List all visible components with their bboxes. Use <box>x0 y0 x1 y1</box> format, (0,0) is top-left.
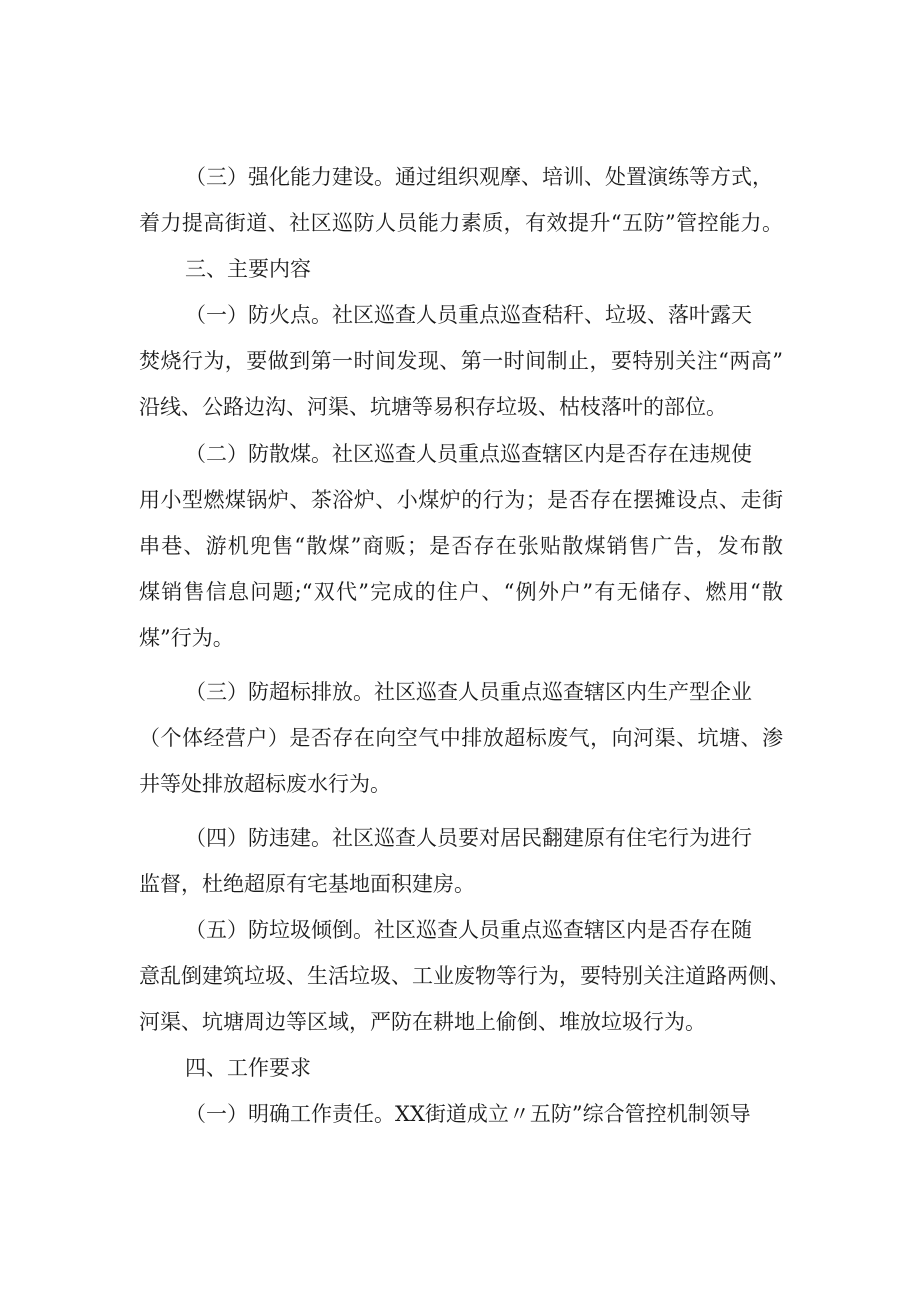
paragraph-line: 焚烧行为，要做到第一时间发现、第一时间制止，要特别关注“两高” <box>139 349 783 373</box>
paragraph-line: （三）防超标排放。社区巡查人员重点巡查辖区内生产型企业 <box>185 680 752 704</box>
paragraph-line: 沿线、公路边沟、河渠、坑塘等易积存垃圾、枯枝落叶的部位。 <box>139 395 727 419</box>
paragraph-line: （二）防散煤。社区巡查人员重点巡查辖区内是否存在违规使 <box>185 442 752 466</box>
paragraph-line: 用小型燃煤锅炉、茶浴炉、小煤炉的行为；是否存在摆摊设点、走街 <box>139 488 783 512</box>
paragraph-line: 河渠、坑塘周边等区域，严防在耕地上偷倒、堆放垃圾行为。 <box>139 1010 706 1034</box>
paragraph-line: 煤销售信息问题;“双代”完成的住户、“例外户”有无储存、燃用“散 <box>139 580 783 604</box>
section-heading: 四、工作要求 <box>185 1056 311 1080</box>
paragraph-line: （三）强化能力建设。通过组织观摩、培训、处置演练等方式， <box>185 165 773 189</box>
paragraph-line: 串巷、游机兜售“散煤”商贩；是否存在张贴散煤销售广告，发布散 <box>139 534 783 558</box>
section-heading: 三、主要内容 <box>185 257 311 281</box>
paragraph-line: （一）明确工作责任。XX街道成立〃五防”综合管控机制领导 <box>185 1102 751 1126</box>
paragraph-line: 煤”行为。 <box>139 626 234 650</box>
paragraph-line: 井等处排放超标废水行为。 <box>139 772 391 796</box>
paragraph-line: （四）防违建。社区巡查人员要对居民翻建原有住宅行为进行 <box>185 826 752 850</box>
paragraph-line: 意乱倒建筑垃圾、生活垃圾、工业废物等行为，要特别关注道路两侧、 <box>139 964 790 988</box>
paragraph-line: 监督，杜绝超原有宅基地面积建房。 <box>139 872 475 896</box>
paragraph-line: （五）防垃圾倾倒。社区巡查人员重点巡查辖区内是否存在随 <box>185 918 752 942</box>
paragraph-line: 着力提高街道、社区巡防人员能力素质，有效提升“五防”管控能力。 <box>139 211 783 235</box>
paragraph-line: （个体经营户）是否存在向空气中排放超标废气，向河渠、坑塘、渗 <box>139 726 783 750</box>
paragraph-line: （一）防火点。社区巡查人员重点巡查秸秆、垃圾、落叶露天 <box>185 303 752 327</box>
